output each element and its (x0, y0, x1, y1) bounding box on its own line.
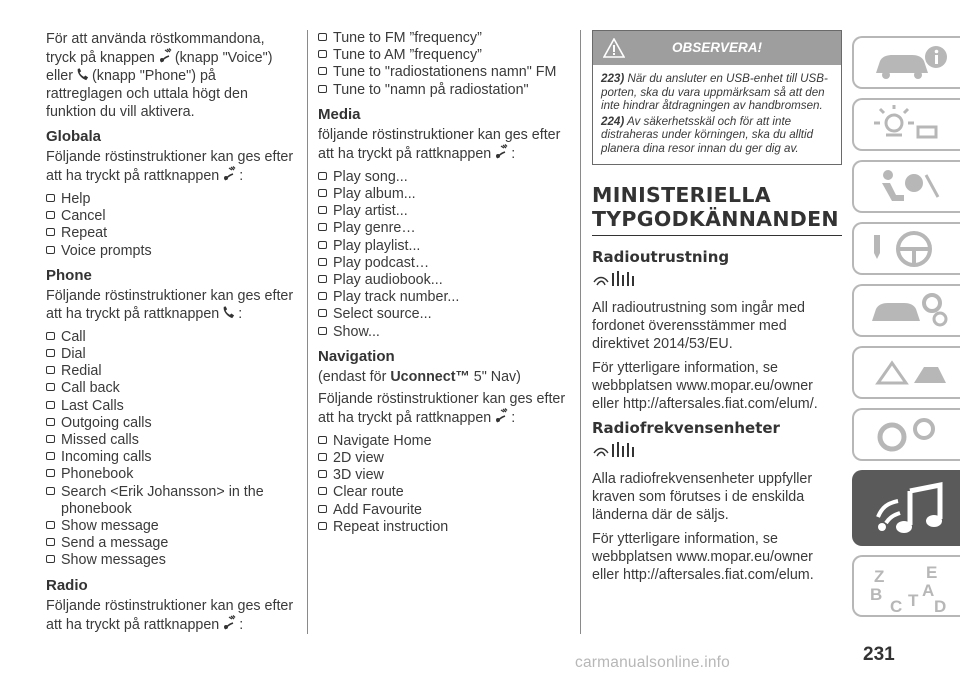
navigation-text: Följande röstinstruktioner kan ges efter att ha tryckt på rattknappen : (318, 390, 566, 426)
checkbox-bullet-icon (46, 194, 55, 202)
column-divider (307, 30, 308, 634)
voice-button-icon (493, 408, 509, 424)
checkbox-bullet-icon (318, 189, 327, 197)
checkbox-bullet-icon (318, 258, 327, 266)
column-3 (592, 30, 842, 590)
list-item: Missed calls (46, 432, 296, 449)
phone-list (46, 329, 296, 570)
phone-text: Följande röstinstruktioner kan ges efter att ha tryckt på rattknappen : (46, 287, 294, 322)
globala-text: Följande röstinstruktioner kan ges efter att ha tryckt på rattknappen : (46, 149, 294, 184)
voice-button-icon (493, 144, 509, 160)
tab-dashboard-lights[interactable] (852, 98, 960, 151)
list-item: Dial (46, 346, 296, 363)
list-item: Play playlist... (318, 238, 566, 255)
list-item: Play artist... (318, 203, 566, 220)
phone-heading: Phone (46, 266, 92, 284)
observera-note: 224) Av säkerhetsskäl och för att inte distraheras under körningen, ska du alltid planera dina resor innan du ger dig av. (601, 114, 814, 155)
list-item: Help (46, 191, 296, 208)
list-item: Call back (46, 380, 296, 397)
checkbox-bullet-icon (318, 522, 327, 530)
globala-list (46, 191, 296, 260)
multimedia-icon (868, 477, 952, 543)
observera-note: 223) När du ansluter en USB-enhet till USB-porten, ska du vara uppmärksam så att den inte hindrar åtdragningen av handbromsen. (601, 72, 828, 113)
checkbox-bullet-icon (318, 292, 327, 300)
car-gears-icon (868, 291, 952, 331)
list-item: Send a message (46, 535, 296, 552)
airbag-seat-icon (868, 167, 952, 207)
checkbox-bullet-icon (318, 33, 327, 41)
checkbox-bullet-icon (318, 275, 327, 283)
list-item: Play track number... (318, 289, 566, 306)
list-item: 3D view (318, 467, 566, 484)
checkbox-bullet-icon (46, 366, 55, 374)
checkbox-bullet-icon (46, 246, 55, 254)
checkbox-bullet-icon (318, 206, 327, 214)
tab-index[interactable] (852, 555, 960, 617)
list-item: Tune to "namn på radiostation" (318, 82, 566, 99)
checkbox-bullet-icon (46, 401, 55, 409)
navigation-list (318, 433, 566, 536)
index-letter: C (890, 597, 903, 616)
list-item: Add Favourite (318, 502, 566, 519)
checkbox-bullet-icon (318, 505, 327, 513)
checkbox-bullet-icon (46, 418, 55, 426)
index-letter: Z (874, 567, 885, 586)
list-item: Search <Erik Johansson> in the phonebook (46, 484, 296, 518)
column-2 (318, 30, 566, 540)
column-1 (46, 30, 296, 640)
radio-text: Följande röstinstruktioner kan ges efter att ha tryckt på rattknappen : (46, 597, 294, 633)
warning-triangle-icon (603, 38, 625, 58)
tab-steering-wheel[interactable] (852, 222, 960, 275)
index-letter: B (870, 585, 883, 604)
phone-button-icon (221, 305, 236, 320)
radio-heading: Radio (46, 576, 88, 594)
list-item: Play album... (318, 186, 566, 203)
phone-button-icon (75, 67, 90, 82)
list-item: Outgoing calls (46, 415, 296, 432)
checkbox-bullet-icon (318, 85, 327, 93)
engine-gears-icon (868, 415, 952, 455)
list-item: Call (46, 329, 296, 346)
list-item: Repeat instruction (318, 519, 566, 536)
list-item: Play podcast… (318, 255, 566, 272)
checkbox-bullet-icon (318, 436, 327, 444)
checkbox-bullet-icon (46, 469, 55, 477)
column-divider (580, 30, 581, 634)
list-item: Tune to "radiostationens namn" FM (318, 64, 566, 81)
title-underline (592, 235, 842, 237)
intro-paragraph: För att använda röstkommandona, tryck på knappen (knapp "Voice") eller (knapp "Phone") på rattreglagen och uttala högt den funktion du vill aktivera. (46, 31, 273, 120)
tab-multimedia[interactable] (852, 470, 960, 546)
list-item: Clear route (318, 484, 566, 501)
tab-engine-gears[interactable] (852, 408, 960, 461)
watermark: carmanualsonline.info (575, 654, 730, 671)
list-item: Tune to AM ”frequency” (318, 47, 566, 64)
checkbox-bullet-icon (46, 452, 55, 460)
checkbox-bullet-icon (46, 521, 55, 529)
list-item: Show messages (46, 552, 296, 569)
index-letters-icon (868, 562, 952, 616)
checkbox-bullet-icon (46, 538, 55, 546)
media-text: följande röstinstruktioner kan ges efter att ha tryckt på rattknappen : (318, 126, 561, 162)
checkbox-bullet-icon (46, 349, 55, 357)
checkbox-bullet-icon (318, 309, 327, 317)
media-heading: Media (318, 105, 361, 123)
observera-header (593, 31, 841, 65)
checkbox-bullet-icon (46, 332, 55, 340)
list-item: Play genre… (318, 220, 566, 237)
navigation-subtitle: (endast för Uconnect™ 5" Nav) (318, 368, 521, 385)
globala-heading: Globala (46, 128, 102, 145)
dashboard-lights-icon (868, 105, 952, 145)
list-item: Incoming calls (46, 449, 296, 466)
paragraph: All radioutrustning som ingår med fordonet överensstämmer med direktivet 2014/53/EU. (592, 300, 805, 353)
voice-button-icon (221, 166, 237, 182)
radiofrekvens-heading: Radiofrekvensenheter (592, 419, 780, 438)
media-list (318, 169, 566, 341)
list-item: Redial (46, 363, 296, 380)
list-item: Phonebook (46, 466, 296, 483)
voice-button-icon (221, 615, 237, 631)
checkbox-bullet-icon (318, 453, 327, 461)
navigation-heading: Navigation (318, 347, 395, 365)
list-item: Navigate Home (318, 433, 566, 450)
list-item: Show... (318, 324, 566, 341)
checkbox-bullet-icon (318, 327, 327, 335)
paragraph: Alla radiofrekvensenheter uppfyller kraven som förutses i de enskilda länderna där de säljs. (592, 471, 813, 524)
tab-warning[interactable] (852, 346, 960, 399)
checkbox-bullet-icon (46, 435, 55, 443)
checkbox-bullet-icon (46, 555, 55, 563)
list-item: Play audiobook... (318, 272, 566, 289)
observera-body (593, 65, 841, 164)
list-item: Tune to FM ”frequency” (318, 30, 566, 47)
tab-car-info[interactable] (852, 36, 960, 89)
checkbox-bullet-icon (318, 172, 327, 180)
checkbox-bullet-icon (46, 487, 55, 495)
tab-airbag-seat[interactable] (852, 160, 960, 213)
list-item: Show message (46, 518, 296, 535)
steering-wheel-icon (868, 229, 952, 269)
index-letter: E (926, 563, 938, 582)
index-letter: T (908, 591, 919, 610)
checkbox-bullet-icon (318, 50, 327, 58)
index-letter: D (934, 597, 947, 616)
list-item: Play song... (318, 169, 566, 186)
list-item: Repeat (46, 225, 296, 242)
checkbox-bullet-icon (46, 383, 55, 391)
car-info-icon (868, 43, 952, 83)
observera-title: OBSERVERA! (671, 40, 762, 55)
checkbox-bullet-icon (46, 211, 55, 219)
page-number: 231 (863, 644, 895, 665)
paragraph: För ytterligare information, se webbplatsen www.mopar.eu/owner eller http://aftersales.fiat.com/elum. (592, 531, 814, 584)
checkbox-bullet-icon (318, 223, 327, 231)
list-item: Last Calls (46, 398, 296, 415)
observera-box (592, 30, 842, 165)
certification-marks-icon (592, 270, 644, 288)
list-item: 2D view (318, 450, 566, 467)
tab-car-gears[interactable] (852, 284, 960, 337)
checkbox-bullet-icon (46, 228, 55, 236)
paragraph: För ytterligare information, se webbplatsen www.mopar.eu/owner eller http://aftersales.fiat.com/elum/. (592, 360, 818, 413)
radio-list (318, 30, 566, 99)
list-item: Select source... (318, 306, 566, 323)
certification-marks-icon (592, 441, 644, 459)
section-title: MINISTERIELLA TYPGODKÄNNANDEN (592, 182, 839, 231)
checkbox-bullet-icon (318, 470, 327, 478)
checkbox-bullet-icon (318, 487, 327, 495)
list-item: Cancel (46, 208, 296, 225)
warning-triangle-icon (868, 353, 952, 393)
voice-button-icon (157, 48, 173, 64)
chapter-tabs (852, 36, 960, 626)
checkbox-bullet-icon (318, 241, 327, 249)
radioutrustning-heading: Radioutrustning (592, 248, 730, 267)
index-letter: A (922, 581, 935, 600)
list-item: Voice prompts (46, 243, 296, 260)
checkbox-bullet-icon (318, 67, 327, 75)
